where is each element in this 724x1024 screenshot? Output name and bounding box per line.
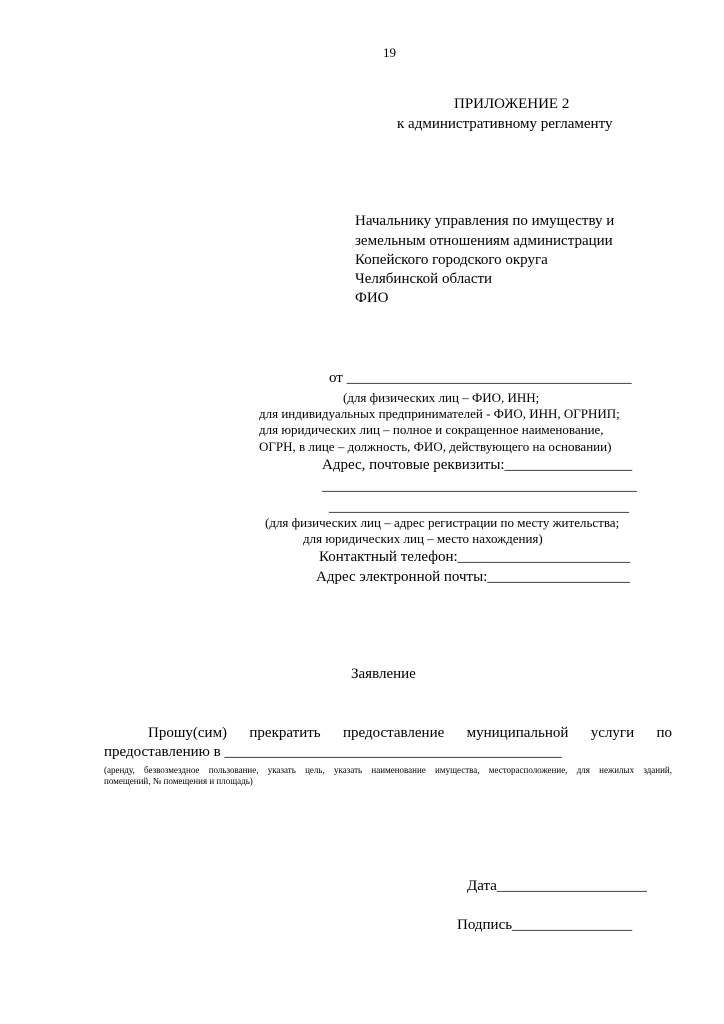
statement-title: Заявление bbox=[351, 666, 416, 682]
phone-line: Контактный телефон:_______________________ bbox=[319, 549, 631, 565]
address-line: Адрес, почтовые реквизиты:_________________ bbox=[322, 457, 633, 473]
from-line: от ______________________________________ bbox=[329, 370, 632, 386]
from-note-line: для индивидуальных предпринимателей - ФИО, ИНН, ОГРНИП; bbox=[259, 406, 620, 421]
page-number: 19 bbox=[383, 45, 396, 60]
address-blank: __________________________________________ bbox=[322, 478, 637, 494]
statement-body-line: предоставлению в _____________________________________________ bbox=[104, 744, 562, 760]
appendix-subtitle: к административному регламенту bbox=[397, 116, 613, 132]
addressee-line: Челябинской области bbox=[355, 271, 493, 287]
statement-body-line: Прошу(сим) прекратить предоставление муниципальной услуги по bbox=[148, 725, 672, 741]
email-line: Адрес электронной почты:___________________ bbox=[316, 569, 630, 585]
addressee-line: земельным отношениям администрации bbox=[355, 233, 613, 249]
addressee-line: Копейского городского округа bbox=[355, 252, 548, 268]
from-note-line: ОГРН, в лице – должность, ФИО, действующего на основании) bbox=[259, 439, 612, 454]
appendix-title: ПРИЛОЖЕНИЕ 2 bbox=[454, 96, 570, 112]
address-note-line: для юридических лиц – место нахождения) bbox=[303, 531, 543, 546]
address-note-line: (для физических лиц – адрес регистрации по месту жительства; bbox=[265, 515, 620, 530]
date-line: Дата____________________ bbox=[467, 878, 647, 894]
from-note-line: для юридических лиц – полное и сокращенное наименование, bbox=[259, 422, 604, 437]
statement-note-line: помещений, № помещения и площадь) bbox=[104, 776, 253, 786]
from-note-line: (для физических лиц – ФИО, ИНН; bbox=[343, 390, 540, 405]
signature-line: Подпись________________ bbox=[457, 917, 633, 933]
address-blank: ________________________________________ bbox=[329, 499, 629, 515]
statement-note-line: (аренду, безвозмездное пользование, указать цель, указать наименование имущества, месторасположение, для нежилых зданий, bbox=[104, 765, 672, 775]
addressee-line: ФИО bbox=[355, 290, 389, 306]
addressee-line: Начальнику управления по имуществу и bbox=[355, 213, 615, 229]
